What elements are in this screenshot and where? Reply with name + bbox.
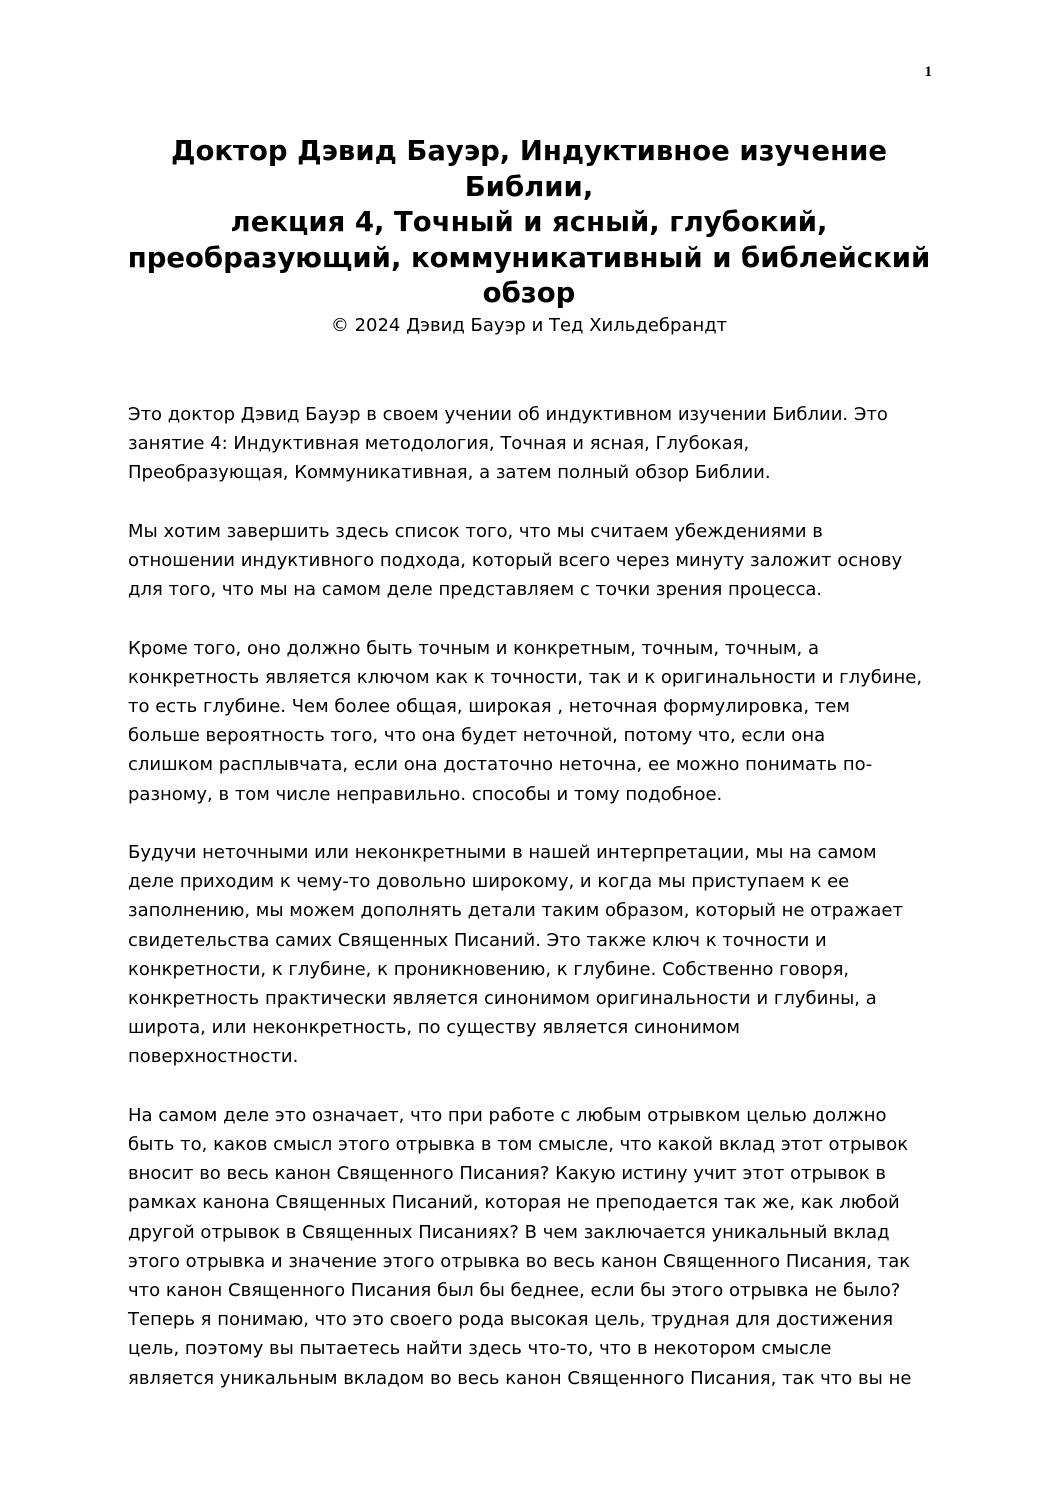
text-line: конкретность является ключом как к точности, так и к оригинальности и глубине, xyxy=(128,666,923,688)
text-line: На самом деле это означает, что при работе с любым отрывком целью должно xyxy=(128,1104,887,1126)
text-line: Кроме того, оно должно быть точным и конкретным, точным, точным, а xyxy=(128,637,819,659)
text-line: разному, в том числе неправильно. способы и тому подобное. xyxy=(128,783,723,805)
text-line: быть то, каков смысл этого отрывка в том смысле, что какой вклад этот отрывок xyxy=(128,1134,909,1156)
text-line: конкретности, к глубине, к проникновению, к глубине. Собственно говоря, xyxy=(128,958,850,980)
text-line: другой отрывок в Священных Писаниях? В чем заключается уникальный вклад xyxy=(128,1221,890,1243)
text-line: Мы хотим завершить здесь список того, что мы считаем убеждениями в xyxy=(128,520,823,542)
text-line: отношении индуктивного подхода, который всего через минуту заложит основу xyxy=(128,550,903,571)
title-line: Библии, xyxy=(464,170,594,203)
text-line: Будучи неточными или неконкретными в нашей интерпретации, мы на самом xyxy=(128,842,877,863)
text-line: Преобразующая, Коммуникативная, а затем полный обзор Библии. xyxy=(128,462,771,484)
page-number: 1 xyxy=(924,64,932,80)
text-line: для того, что мы на самом деле представляем с точки зрения процесса. xyxy=(128,579,823,601)
text-line: свидетельства самих Священных Писаний. Это также ключ к точности и xyxy=(128,929,827,951)
text-line: слишком расплывчата, если она достаточно неточна, ее можно понимать по- xyxy=(128,754,873,776)
title-line: обзор xyxy=(482,277,576,309)
text-line: заполнению, мы можем дополнять детали таким образом, который не отражает xyxy=(128,900,903,922)
text-line: конкретность практически является синонимом оригинальности и глубины, а xyxy=(128,988,877,1010)
text-line: поверхностности. xyxy=(128,1046,299,1068)
paragraph xyxy=(128,634,958,809)
text-line: что канон Священного Писания был бы беднее, если бы этого отрывка не было? xyxy=(128,1280,901,1302)
document-body xyxy=(128,400,958,1422)
text-line: этого отрывка и значение этого отрывка во весь канон Священного Писания, так xyxy=(128,1250,911,1272)
text-line: широта, или неконкретность, по существу является синонимом xyxy=(128,1017,740,1039)
title-line: Доктор Дэвид Бауэр, Индуктивное изучение xyxy=(170,135,887,167)
title-line: лекция 4, Точный и ясный, глубокий, xyxy=(230,206,828,238)
text-line: вносит во весь канон Священного Писания? Какую истину учит этот отрывок в xyxy=(128,1163,886,1185)
text-line: занятие 4: Индуктивная методология, Точная и ясная, Глубокая, xyxy=(128,433,750,455)
text-line: деле приходим к чему-то довольно широкому, и когда мы приступаем к ее xyxy=(128,871,850,893)
title-line: преобразующий, коммуникативный и библейский xyxy=(127,241,931,274)
copyright-notice: © 2024 Дэвид Бауэр и Тед Хильдебрандт xyxy=(330,314,728,336)
document-header xyxy=(100,134,958,340)
text-line: является уникальным вкладом во весь канон Священного Писания, так что вы не xyxy=(128,1367,912,1389)
text-line: больше вероятность того, что она будет неточной, потому что, если она xyxy=(128,725,826,747)
text-line: Это доктор Дэвид Бауэр в своем учении об индуктивном изучении Библии. Это xyxy=(128,404,888,425)
paragraph xyxy=(128,838,958,1072)
text-line: рамках канона Священных Писаний, которая не преподается так же, как любой xyxy=(128,1192,900,1214)
text-line: то есть глубине. Чем более общая, широкая , неточная формулировка, тем xyxy=(128,696,850,717)
text-line: Теперь я понимаю, что это своего рода высокая цель, трудная для достижения xyxy=(128,1309,894,1331)
paragraph xyxy=(128,400,958,488)
paragraph xyxy=(128,517,958,605)
text-line: цель, поэтому вы пытаетесь найти здесь что-то, что в некотором смысле xyxy=(128,1338,832,1360)
document-title xyxy=(100,134,958,312)
paragraph xyxy=(128,1101,958,1393)
